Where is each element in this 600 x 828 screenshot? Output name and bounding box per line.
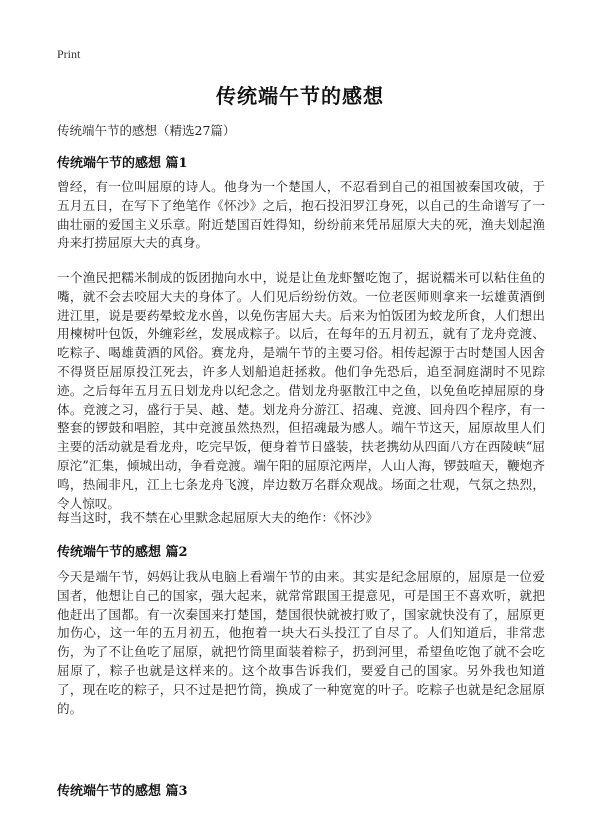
page-subtitle: 传统端午节的感想（精选27篇） bbox=[57, 123, 236, 138]
section-heading-2: 传统端午节的感想 篇2 bbox=[57, 545, 188, 560]
paragraph: 曾经，有一位叫屈原的诗人。他身为一个楚国人，不忍看到自己的祖国被秦国攻破，于五月五日，在写下了绝笔作《怀沙》之后，抱石投汨罗江身死，以自己的生命谱写了一曲壮丽的爱国主义乐章。附近楚国百姓得知，纷纷前来凭吊屈原大夫的死，渔夫划起渔舟来打捞屈原大夫的真身。 bbox=[57, 179, 545, 251]
paragraph: 今天是端午节，妈妈让我从电脑上看端午节的由来。其实是纪念屈原的，屈原是一位爱国者，他想让自己的国家，强大起来，就常常跟国王提意见，可是国王不喜欢听，就把他赶出了国都。有一次秦国来打楚国，楚国很快就被打败了，国家就快没有了，屈原更加伤心，这一年的五月初五，他抱着一块大石头投江了自尽了。人们知道后，非常悲伤，为了不让鱼吃了屈原，就把竹筒里面装着粽子，扔到河里，希望鱼吃饱了就不会吃屈原了，粽子也就是这样来的。这个故事告诉我们，要爱自己的国家。另外我也知道了，现在吃的粽子，只不过是把竹筒，换成了一种宽宽的叶子。吃粽子也就是纪念屈原的。 bbox=[57, 569, 545, 716]
paragraph: 每当这时，我不禁在心里默念起屈原大夫的绝作：《怀沙》 bbox=[57, 510, 379, 525]
print-link[interactable]: Print bbox=[57, 47, 81, 61]
section-heading-3: 传统端午节的感想 篇3 bbox=[57, 784, 188, 799]
section-heading-1: 传统端午节的感想 篇1 bbox=[57, 156, 188, 171]
page-title: 传统端午节的感想 bbox=[216, 84, 384, 108]
paragraph: 一个渔民把糯米制成的饭团抛向水中，说是让鱼龙虾蟹吃饱了，据说糯米可以粘住鱼的嘴，就不会去咬屈大夫的身体了。人们见后纷纷仿效。一位老医师则拿来一坛雄黄酒倒进江里，说是要药晕蛟龙水兽，以免伤害屈大夫。后来为怕饭团为蛟龙所食，人们想出用楝树叶包饭，外缠彩丝，发展成粽子。以后，在每年的五月初五，就有了龙舟竞渡、吃粽子、喝雄黄酒的风俗。赛龙舟，是端午节的主要习俗。相传起源于古时楚国人因舍不得贤臣屈原投江死去，许多人划船追赶拯救。他们争先恐后，追至洞庭湖时不见踪迹。之后每年五月五日划龙舟以纪念之。借划龙舟驱散江中之鱼，以免鱼吃掉屈原的身体。竞渡之习，盛行于吴、越、楚。划龙舟分游江、招魂、竞渡、回舟四个程序，有一整套的锣鼓和唱腔，其中竞渡虽然热烈，但招魂最为感人。端午节这天，屈原故里人们主要的活动就是看龙舟，吃完早饭，便身着节日盛装，扶老携幼从四面八方在西陵峡“屈原沱”汇集，倾城出动，争看竞渡。端午阳的屈原沱两岸，人山人海，锣鼓喧天，鞭炮齐鸣，热闹非凡，江上七条龙舟飞渡，岸边数万名群众观战。场面之壮观，气氛之热烈，令人惊叹。 bbox=[57, 270, 545, 511]
